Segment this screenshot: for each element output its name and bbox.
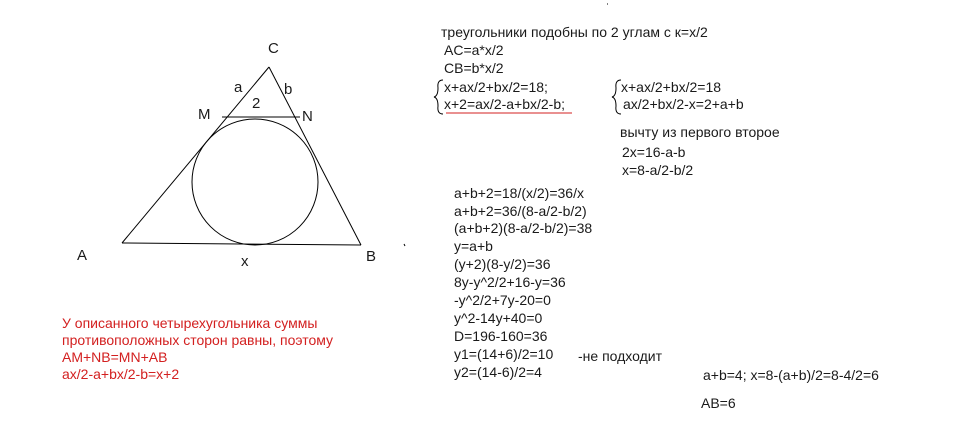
answer: AB=6 [701,395,736,411]
segment-x-label: x [241,253,249,270]
red-note-line-3: AM+NB=MN+AB [62,349,168,365]
red-note-line-1: У описанного четырехугольника суммы [62,315,318,331]
vertex-c-label: C [268,40,279,57]
system-brace-left [434,80,443,114]
vertex-b-label: B [366,248,377,265]
stray-mark [404,244,405,246]
point-m-label: M [198,106,211,123]
solution-step: y1=(14+6)/2=10 [454,346,554,362]
subtract-note: вычту из первого второе [620,124,780,140]
solution-step: (a+b+2)(8-a/2-b/2)=38 [454,220,593,236]
not-suitable-note: -не подходит [578,348,663,364]
system-right-eq-1: x+ax/2+bx/2=18 [621,79,722,95]
system-left-eq-2: x+2=ax/2-a+bx/2-b; [444,96,566,112]
vertex-a-label: A [77,247,88,264]
segment-b-label: b [284,81,293,98]
solution-step: a+b+2=18/(x/2)=36/x [454,185,584,201]
solution-step: a+b+2=36/(8-a/2-b/2) [454,203,587,219]
solution-step: y2=(14-6)/2=4 [454,364,542,380]
solution-step: 8y-y^2/2+16-y=36 [454,274,566,290]
system-brace-right [612,80,621,114]
subtract-eq-2: x=8-a/2-b/2 [622,162,694,178]
solution-step: y^2-14y+40=0 [454,310,543,326]
triangle-side-cb [269,67,361,245]
solution-step: y=a+b [454,238,493,254]
segment-a-label: a [234,79,243,96]
red-note-line-4: ax/2-a+bx/2-b=x+2 [62,366,180,382]
solution-step: -y^2/2+7y-20=0 [454,292,551,308]
final-computation: a+b=4; x=8-(a+b)/2=8-4/2=6 [703,367,879,383]
red-note-line-2: противоположных сторон равны, поэтому [62,332,334,348]
similarity-line: треугольники подобны по 2 углам с к=x/2 [441,24,708,40]
subtract-eq-1: 2x=16-a-b [622,144,686,160]
cb-line: CB=b*x/2 [444,60,504,76]
solution-step: D=196-160=36 [454,328,548,344]
triangle-side-ac [122,67,269,243]
system-left-eq-1: x+ax/2+bx/2=18; [444,79,548,95]
segment-mn-label: 2 [252,95,261,112]
ac-line: AC=a*x/2 [444,42,504,58]
inscribed-circle [192,119,318,245]
system-right-eq-2: ax/2+bx/2-x=2+a+b [623,96,744,112]
solution-step: (y+2)(8-y/2)=36 [454,256,551,272]
point-n-label: N [302,108,313,125]
